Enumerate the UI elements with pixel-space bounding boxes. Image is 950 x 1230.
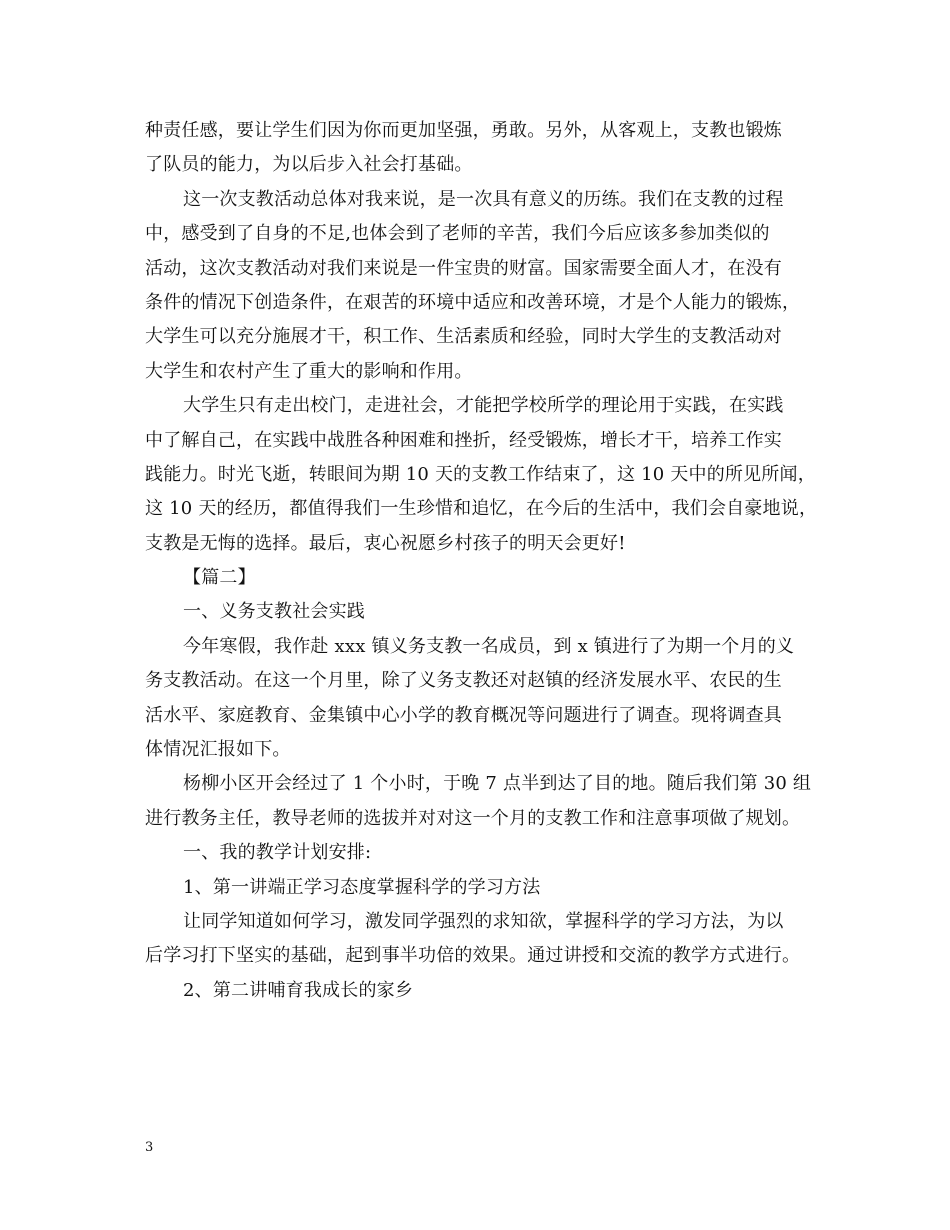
- text-line: 了队员的能力，为以后步入社会打基础。: [145, 154, 473, 176]
- text-line: 进行教务主任，教导老师的选拔并对对这一个月的支教工作和注意事项做了规划。: [145, 807, 801, 829]
- document-body: [145, 114, 817, 1008]
- text-line: 这 10 天的经历，都值得我们一生珍惜和追忆，在今后的生活中，我们会自豪地说，: [145, 498, 818, 520]
- text-line: 支教是无悔的选择。最后，衷心祝愿乡村孩子的明天会更好!: [145, 532, 626, 554]
- text-line: 践能力。时光飞逝，转眼间为期 10 天的支教工作结束了，这 10 天中的所见所闻，: [145, 463, 816, 485]
- paragraph-start-line: 大学生只有走出校门，走进社会，才能把学校所学的理论用于实践，在实践: [183, 395, 784, 417]
- paragraph-start-line: 杨柳小区开会经过了 1 个小时，于晚 7 点半到达了目的地。随后我们第 30 组: [183, 773, 812, 795]
- page-number: 3: [145, 1140, 154, 1155]
- text-line: 活水平、家庭教育、金集镇中心小学的教育概况等问题进行了调查。现将调查具: [145, 704, 782, 726]
- text-line: 务支教活动。在这一个月里，除了义务支教还对赵镇的经济发展水平、农民的生: [145, 670, 782, 692]
- subsection-heading: 一、我的教学计划安排:: [183, 842, 372, 864]
- section-heading: 【篇二】: [183, 567, 256, 589]
- text-line: 体情况汇报如下。: [145, 739, 291, 761]
- text-line: 中，感受到了自身的不足,也体会到了老师的辛苦，我们今后应该多参加类似的: [145, 223, 770, 245]
- paragraph-start-line: 这一次支教活动总体对我来说，是一次具有意义的历练。我们在支教的过程: [183, 188, 784, 210]
- text-line: 条件的情况下创造条件，在艰苦的环境中适应和改善环境，才是个人能力的锻炼，: [145, 291, 801, 313]
- list-item-heading: 2、第二讲哺育我成长的家乡: [183, 979, 414, 1001]
- list-item-heading: 1、第一讲端正学习态度掌握科学的学习方法: [183, 876, 541, 898]
- text-line: 大学生可以充分施展才干，积工作、生活素质和经验，同时大学生的支教活动对: [145, 326, 782, 348]
- paragraph-start-line: 让同学知道如何学习，激发同学强烈的求知欲，掌握科学的学习方法，为以: [183, 910, 784, 932]
- text-line: 中了解自己，在实践中战胜各种困难和挫折，经受锻炼，增长才干，培养工作实: [145, 429, 782, 451]
- text-line: 后学习打下坚实的基础，起到事半功倍的效果。通过讲授和交流的教学方式进行。: [145, 945, 801, 967]
- paragraph-start-line: 今年寒假，我作赴 xxx 镇义务支教一名成员，到 x 镇进行了为期一个月的义: [183, 635, 795, 657]
- subsection-heading: 一、义务支教社会实践: [183, 601, 365, 623]
- text-line: 活动，这次支教活动对我们来说是一件宝贵的财富。国家需要全面人才，在没有: [145, 257, 782, 279]
- text-line: 大学生和农村产生了重大的影响和作用。: [145, 360, 473, 382]
- text-line: 种责任感，要让学生们因为你而更加坚强，勇敢。另外，从客观上，支教也锻炼: [145, 120, 782, 141]
